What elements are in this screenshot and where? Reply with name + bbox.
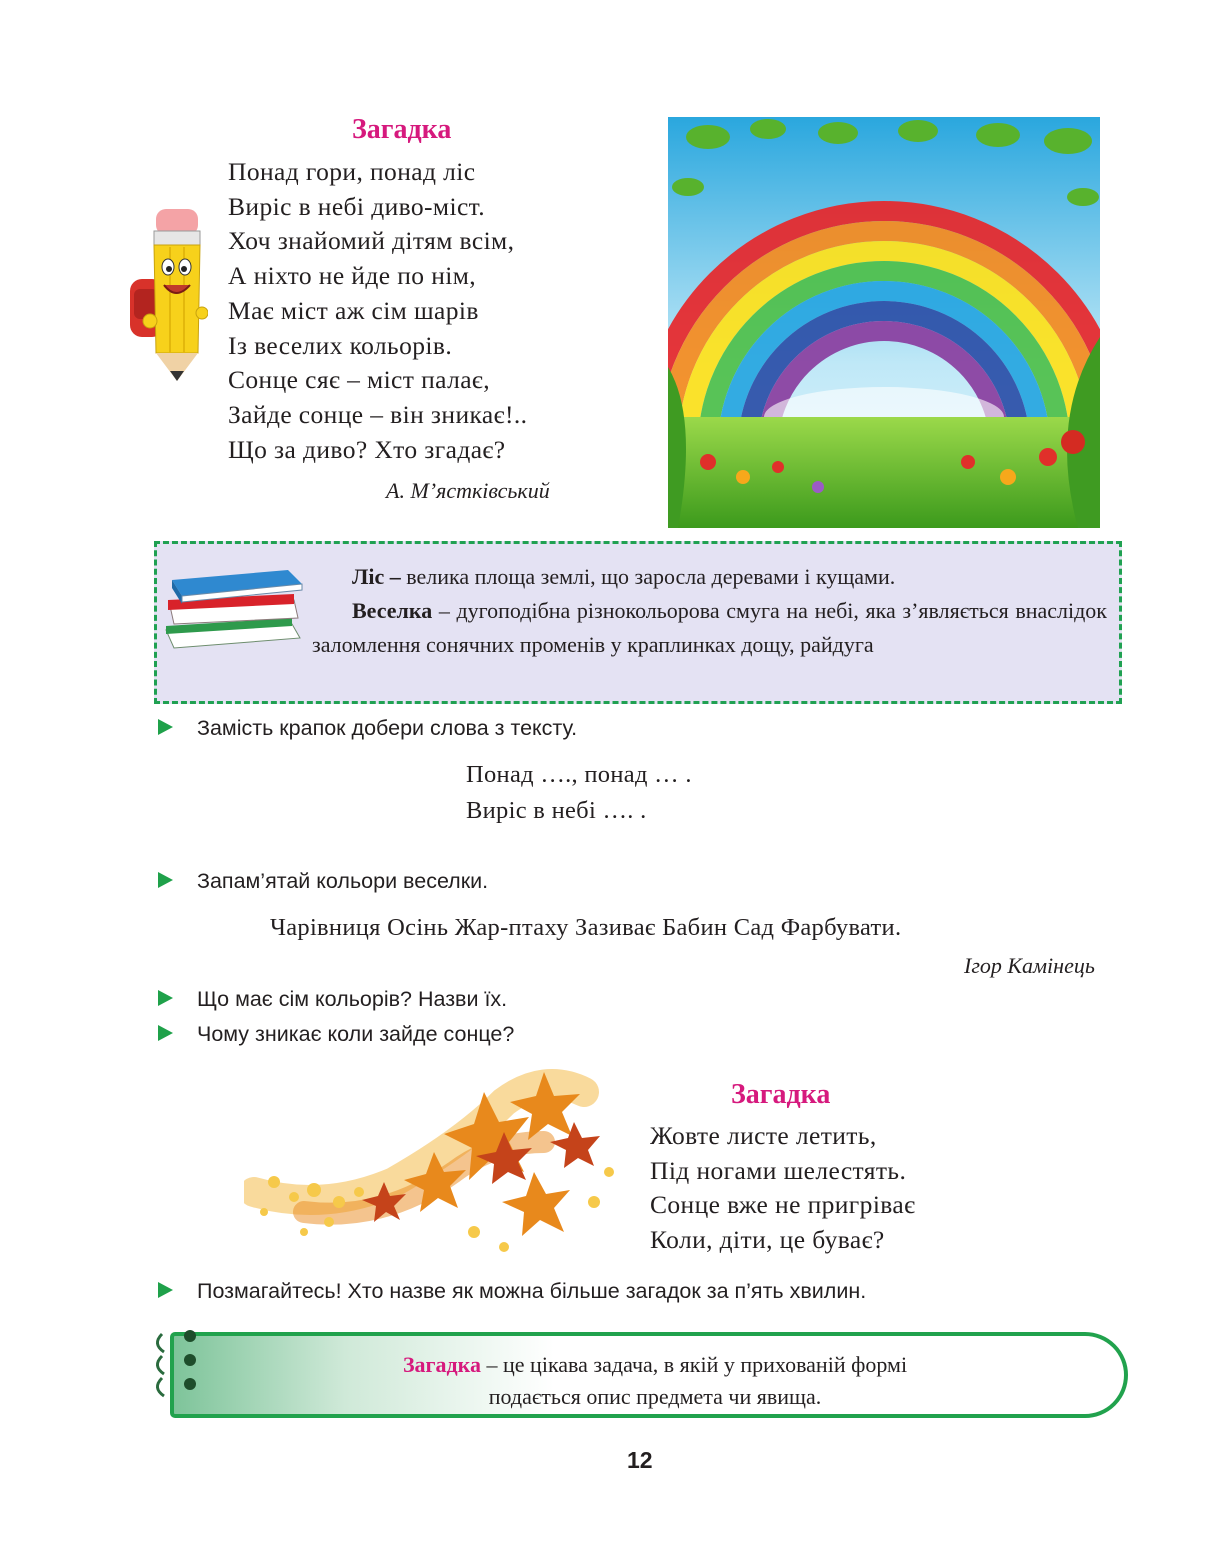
poem-line: Під ногами шелестять. xyxy=(650,1155,907,1185)
note-text xyxy=(230,1349,1080,1413)
poem-line: Коли, діти, це буває? xyxy=(650,1224,885,1254)
definition-text xyxy=(312,560,1107,662)
page-number: 12 xyxy=(627,1447,653,1473)
riddle1-title: Загадка xyxy=(352,114,452,145)
bullet-arrow-icon xyxy=(158,872,173,888)
task-4 xyxy=(158,1022,514,1047)
spiral-binding-icon xyxy=(150,1326,200,1406)
term-rainbow: Веселка xyxy=(352,598,433,623)
poem-line: Має міст аж сім шарів xyxy=(228,295,479,325)
bullet-arrow-icon xyxy=(158,719,173,735)
task-1-text: Замість крапок добери слова з тексту. xyxy=(196,716,578,740)
poem-line: Виріс в небі диво-міст. xyxy=(228,191,486,221)
note-term: Загадка xyxy=(402,1352,482,1377)
bullet-arrow-icon xyxy=(158,1282,173,1298)
rainbow-meadow-illustration xyxy=(668,117,1100,528)
bullet-arrow-icon xyxy=(158,1025,173,1041)
bullet-arrow-icon xyxy=(158,990,173,1006)
poem-line: Що за диво? Хто згадає? xyxy=(228,434,506,464)
task-3 xyxy=(158,987,507,1012)
fill-in-lines xyxy=(466,757,692,829)
task-1 xyxy=(158,716,577,741)
riddle1-author: А. М’ястківський xyxy=(386,478,550,503)
poem-line: Зайде сонце – він зникає!.. xyxy=(228,399,528,429)
pencil-mascot-illustration xyxy=(128,205,208,385)
definition-rainbow xyxy=(312,594,1107,662)
riddle2-title: Загадка xyxy=(731,1079,831,1110)
task-4-text: Чому зникає коли зайде сонце? xyxy=(196,1022,515,1046)
task-2 xyxy=(158,869,488,894)
definition-forest xyxy=(312,560,1107,594)
task-5 xyxy=(158,1279,866,1304)
fill-line: Понад …., понад … . xyxy=(466,761,692,788)
note-line-2: подається опис предмета чи явища. xyxy=(488,1384,822,1409)
poem-line: Хоч знайомий дітям всім, xyxy=(228,226,515,256)
task-5-text: Позмагайтесь! Хто назве як можна більше загадок за п’ять хвилин. xyxy=(196,1279,867,1303)
poem-line: Сонце сяє – міст палає, xyxy=(228,365,491,395)
poem-line: Сонце вже не пригріває xyxy=(650,1190,916,1219)
autumn-leaves-illustration xyxy=(244,1062,626,1262)
rainbow-mnemonic: Чарівниця Осінь Жар-птаху Зазиває Бабин Сад Фарбувати. xyxy=(270,914,902,941)
definition-rainbow-text: – дугоподібна різнокольорова смуга на небі, яка з’являється внаслідок заломлення сонячних променів у краплинках дощу, райдуга xyxy=(312,598,1107,657)
poem-line: Жовте листе летить, xyxy=(650,1121,877,1150)
definition-forest-text: велика площа землі, що заросла деревами і кущами. xyxy=(400,564,896,589)
fill-line: Виріс в небі …. . xyxy=(466,797,647,824)
task-3-text: Що має сім кольорів? Назви їх. xyxy=(196,987,508,1011)
riddle2-poem xyxy=(650,1119,915,1257)
mnemonic-author: Ігор Камінець xyxy=(964,953,1095,978)
task-2-text: Запам’ятай кольори веселки. xyxy=(196,869,489,893)
poem-line: Із веселих кольорів. xyxy=(228,330,453,360)
term-forest: Ліс – xyxy=(352,564,401,589)
riddle1-poem xyxy=(228,155,527,467)
poem-line: А ніхто не йде по нім, xyxy=(228,261,477,291)
note-line-1-rest: – це цікава задача, в якій у прихованій формі xyxy=(481,1352,908,1377)
poem-line: Понад гори, понад ліс xyxy=(228,157,476,186)
note-line-1 xyxy=(230,1349,1080,1381)
books-icon xyxy=(162,566,304,656)
